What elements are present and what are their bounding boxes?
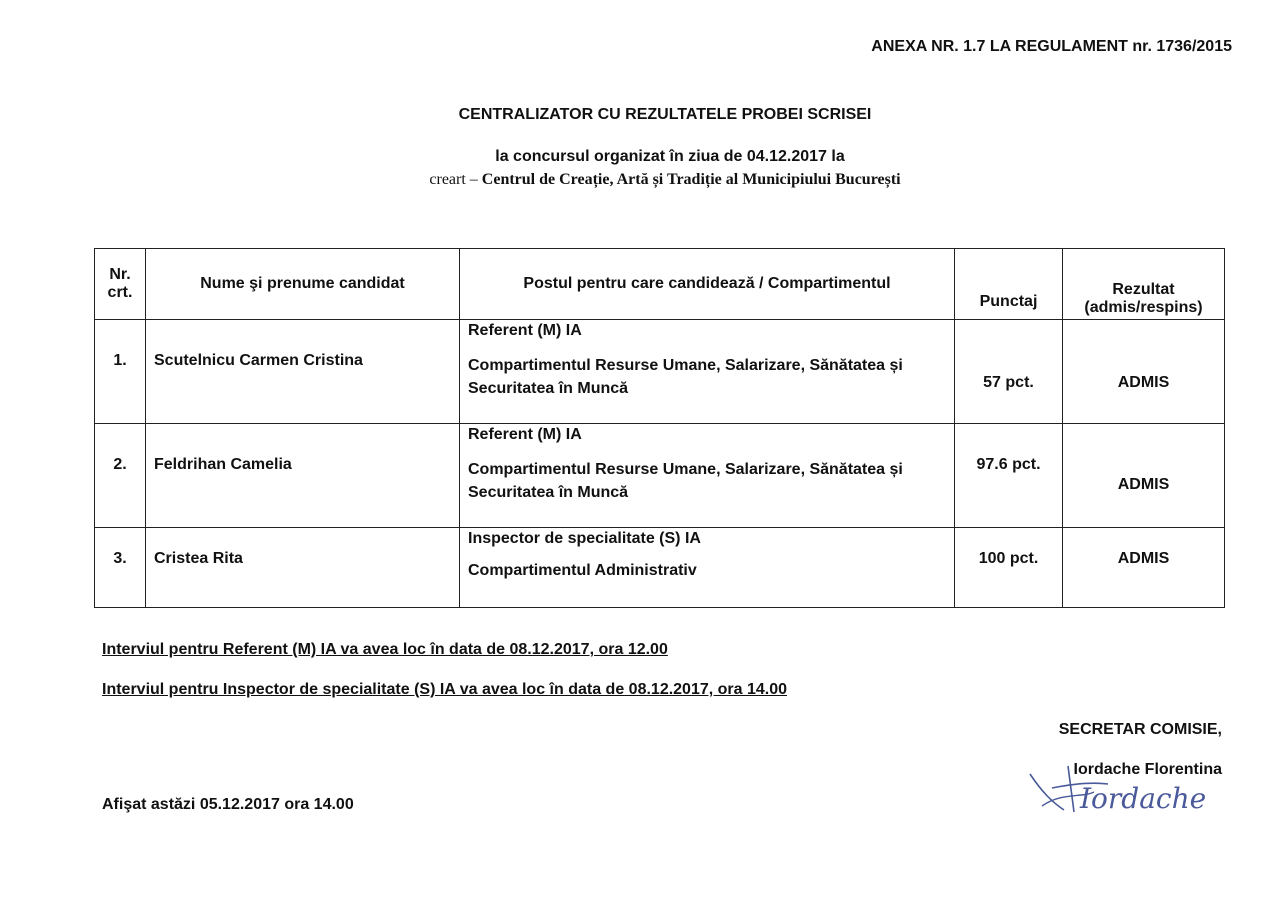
- institution-line: [0, 171, 1280, 189]
- row-name: Scutelnicu Carmen Cristina: [146, 320, 460, 424]
- row-nr: 3.: [95, 528, 146, 608]
- signature-script: Iordache: [1080, 782, 1207, 815]
- table-row: [95, 424, 1225, 528]
- post-title: Inspector de specialitate (S) IA: [468, 530, 701, 547]
- header-result: Rezultat (admis/respins): [1063, 249, 1225, 320]
- header-name: Nume şi prenume candidat: [146, 249, 460, 320]
- row-result: ADMIS: [1063, 528, 1225, 608]
- interview-notice-referent: Interviul pentru Referent (M) IA va avea loc în data de 08.12.2017, ora 12.00: [102, 641, 668, 658]
- table-header-row: [95, 249, 1225, 320]
- row-score: 97.6 pct.: [955, 424, 1063, 528]
- table-row: [95, 320, 1225, 424]
- header-post: Postul pentru care candidează / Compartimentul: [460, 249, 955, 320]
- signature: [1022, 762, 1212, 824]
- row-post: [460, 320, 955, 424]
- secretary-title: SECRETAR COMISIE,: [1058, 721, 1222, 738]
- row-score: 100 pct.: [955, 528, 1063, 608]
- header-nr: Nr. crt.: [95, 249, 146, 320]
- row-name: Cristea Rita: [146, 528, 460, 608]
- results-table: [94, 248, 1225, 608]
- institution-name: Centrul de Creație, Artă și Tradiție al Municipiului București: [481, 171, 901, 188]
- secretary-name: Iordache Florentina: [1073, 761, 1222, 778]
- post-department: Compartimentul Resurse Umane, Salarizare, Sănătatea și Securitatea în Muncă: [468, 357, 903, 397]
- document-title: CENTRALIZATOR CU REZULTATELE PROBEI SCRISEI: [458, 106, 872, 123]
- institution-prefix: creart –: [429, 171, 482, 188]
- row-nr: 2.: [95, 424, 146, 528]
- table-row: [95, 528, 1225, 608]
- header-score: Punctaj: [955, 249, 1063, 320]
- row-score: 57 pct.: [955, 320, 1063, 424]
- post-department: Compartimentul Resurse Umane, Salarizare, Sănătatea și Securitatea în Muncă: [468, 461, 903, 501]
- row-result: ADMIS: [1063, 320, 1225, 424]
- annex-reference: ANEXA NR. 1.7 LA REGULAMENT nr. 1736/2015: [871, 38, 1232, 55]
- row-name: Feldrihan Camelia: [146, 424, 460, 528]
- posted-date: Afişat astăzi 05.12.2017 ora 14.00: [102, 796, 354, 813]
- post-title: Referent (M) IA: [468, 426, 582, 443]
- interview-notice-inspector: Interviul pentru Inspector de specialitate (S) IA va avea loc în data de 08.12.2017, ora 14.00: [102, 681, 788, 698]
- row-post: [460, 528, 955, 608]
- row-nr: 1.: [95, 320, 146, 424]
- post-title: Referent (M) IA: [468, 322, 582, 339]
- document-subtitle: la concursul organizat în ziua de 04.12.2017 la: [495, 148, 845, 165]
- row-result: ADMIS: [1063, 424, 1225, 528]
- row-post: [460, 424, 955, 528]
- post-department: Compartimentul Administrativ: [468, 562, 697, 579]
